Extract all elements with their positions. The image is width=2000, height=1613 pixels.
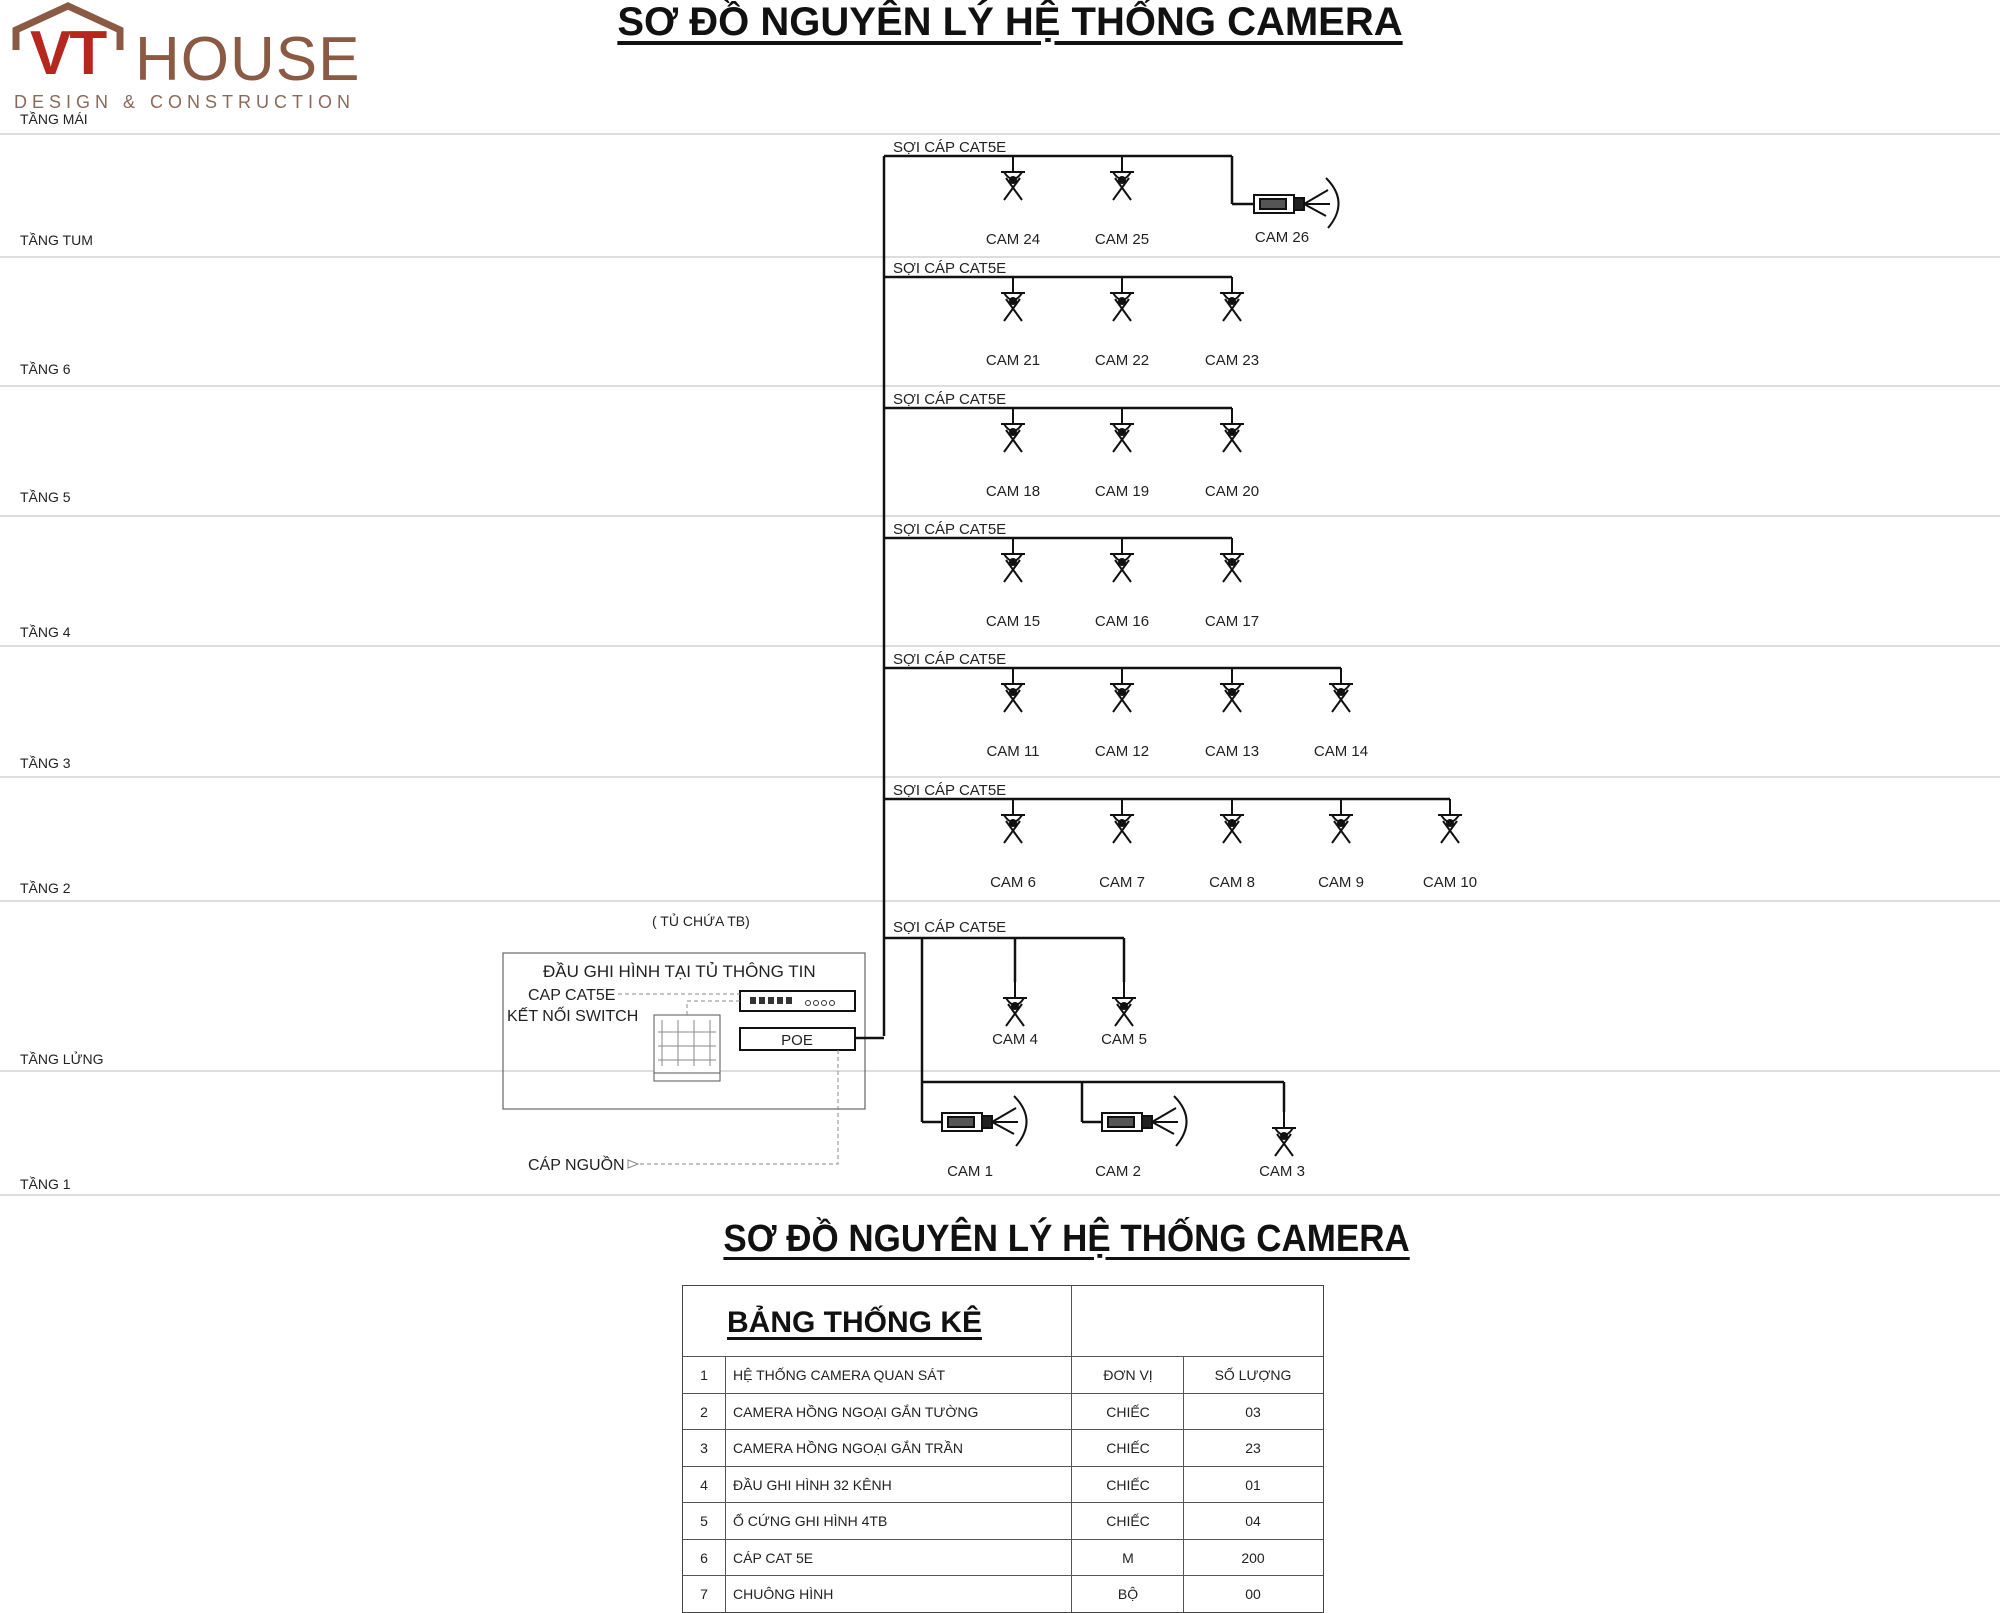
table-cell-unit: ĐƠN VỊ: [1103, 1367, 1153, 1383]
table-cell-name: CÁP CAT 5E: [733, 1549, 814, 1566]
floor-label: TẦNG TUM: [20, 232, 93, 248]
table-row: [683, 1575, 1323, 1612]
dome-camera-icon: [1001, 538, 1025, 582]
switch-port-icon: [768, 997, 774, 1004]
switch-port-icon: [750, 997, 756, 1004]
camera-label: CAM 1: [947, 1163, 993, 1180]
dome-camera-icon: [1220, 408, 1244, 452]
floor-label: TẦNG 5: [20, 489, 71, 505]
camera-label: CAM 7: [1099, 874, 1145, 891]
camera-label: CAM 24: [985, 231, 1041, 248]
camera-label: CAM 14: [1313, 743, 1369, 760]
cable-label: SỢI CÁP CAT5E: [893, 260, 1007, 277]
table-cell-no: 2: [700, 1403, 708, 1420]
cable-label: SỢI CÁP CAT5E: [893, 521, 1007, 538]
table-cell-no: 6: [700, 1549, 708, 1566]
table-cell-unit: CHIẾC: [1106, 1403, 1150, 1420]
network-switch: [740, 991, 855, 1011]
arrow-icon: [628, 1160, 638, 1168]
switch-port-icon: [777, 997, 783, 1004]
camera-label: CAM 21: [985, 352, 1041, 369]
camera-label: CAM 20: [1204, 483, 1260, 500]
floor-label: TẦNG MÁI: [20, 111, 88, 127]
table-heading: BẢNG THỐNG KÊ: [727, 1306, 982, 1339]
dome-camera-icon: [1112, 982, 1136, 1026]
logo-house-text: HOUSE: [135, 25, 361, 94]
table-row: [683, 1502, 1323, 1539]
dome-camera-icon: [1110, 408, 1134, 452]
dome-camera-icon: [1001, 799, 1025, 843]
camera-label: CAM 12: [1094, 743, 1150, 760]
table-cell-name: CAMERA HỒNG NGOẠI GẮN TRẦN: [733, 1440, 963, 1456]
bullet-camera-icon: [1102, 1096, 1187, 1146]
dome-camera-icon: [1110, 668, 1134, 712]
table-cell-no: 5: [700, 1513, 708, 1529]
table-row: [683, 1539, 1323, 1576]
camera-label: CAM 18: [985, 483, 1041, 500]
table-cell-name: Ổ CỨNG GHI HÌNH 4TB: [733, 1513, 888, 1529]
bullet-camera-icon: [1254, 178, 1339, 228]
dome-camera-icon: [1110, 156, 1134, 200]
floor-label: TẦNG 6: [20, 361, 71, 377]
dome-camera-icon: [1329, 799, 1353, 843]
switch-port-icon: [786, 997, 792, 1004]
cabinet-title: ĐẦU GHI HÌNH TẠI TỦ THÔNG TIN: [543, 962, 816, 981]
table-cell-qty: 23: [1245, 1440, 1261, 1456]
table-cell-qty: 03: [1245, 1403, 1261, 1420]
dome-camera-icon: [1001, 156, 1025, 200]
logo-vt-text: VT: [30, 19, 106, 88]
statistics-table: [682, 1285, 1324, 1613]
table-cell-qty: SỐ LƯỢNG: [1214, 1367, 1292, 1383]
cable-note: KẾT NỐI SWITCH: [507, 1008, 639, 1025]
table-cell-qty: 04: [1245, 1513, 1261, 1529]
dome-camera-icon: [1220, 538, 1244, 582]
camera-label: CAM 22: [1094, 352, 1150, 369]
bullet-camera-icon: [942, 1096, 1027, 1146]
floor-label: TẦNG 3: [20, 755, 71, 771]
table-cell-unit: M: [1122, 1549, 1134, 1566]
floor-label: TẦNG 1: [20, 1176, 71, 1192]
table-cell-unit: BỘ: [1117, 1586, 1139, 1602]
camera-label: CAM 6: [990, 874, 1036, 891]
table-row: [683, 1466, 1323, 1503]
dome-camera-icon: [1001, 408, 1025, 452]
table-cell-unit: CHIẾC: [1106, 1513, 1150, 1529]
page-title: SƠ ĐỒ NGUYÊN LÝ HỆ THỐNG CAMERA: [617, 0, 1403, 44]
camera-label: CAM 11: [986, 743, 1040, 760]
cable-label: SỢI CÁP CAT5E: [893, 782, 1007, 799]
dome-camera-icon: [1329, 668, 1353, 712]
camera-label: CAM 13: [1204, 743, 1260, 760]
floor-label: TẦNG 2: [20, 880, 71, 896]
table-cell-no: 7: [700, 1586, 708, 1602]
floor-label: TẦNG LỬNG: [20, 1051, 104, 1067]
cable-label: SỢI CÁP CAT5E: [893, 391, 1007, 408]
dome-camera-icon: [1438, 799, 1462, 843]
power-label: CÁP NGUỒN: [528, 1157, 625, 1174]
floor-label: TẦNG 4: [20, 624, 71, 640]
table-cell-unit: CHIẾC: [1106, 1440, 1150, 1456]
dome-camera-icon: [1003, 982, 1027, 1026]
camera-label: CAM 2: [1095, 1163, 1141, 1180]
camera-label: CAM 17: [1204, 613, 1260, 630]
table-cell-no: 1: [700, 1367, 708, 1383]
table-cell-name: ĐẦU GHI HÌNH 32 KÊNH: [733, 1476, 892, 1493]
table-cell-no: 4: [700, 1476, 708, 1493]
nvr-base: [654, 1073, 720, 1081]
table-cell-qty: 200: [1241, 1549, 1265, 1566]
diagram-subtitle: SƠ ĐỒ NGUYÊN LÝ HỆ THỐNG CAMERA: [723, 1218, 1410, 1260]
table-cell-name: CAMERA HỒNG NGOẠI GẮN TƯỜNG: [733, 1403, 979, 1420]
dome-camera-icon: [1220, 668, 1244, 712]
cable-label: SỢI CÁP CAT5E: [893, 651, 1007, 668]
table-cell-unit: CHIẾC: [1106, 1476, 1150, 1493]
camera-label: CAM 5: [1101, 1031, 1147, 1048]
dome-camera-icon: [1110, 277, 1134, 321]
table-cell-qty: 00: [1245, 1586, 1261, 1602]
table-cell-qty: 01: [1245, 1476, 1261, 1493]
cable-note: CAP CAT5E: [528, 987, 616, 1004]
cable-label: SỢI CÁP CAT5E: [893, 919, 1007, 936]
table-row: [683, 1393, 1323, 1430]
dome-camera-icon: [1001, 668, 1025, 712]
camera-label: CAM 19: [1094, 483, 1150, 500]
dome-camera-icon: [1272, 1112, 1296, 1156]
camera-label: CAM 8: [1209, 874, 1255, 891]
dome-camera-icon: [1110, 799, 1134, 843]
table-cell-name: CHUÔNG HÌNH: [733, 1586, 834, 1602]
camera-label: CAM 26: [1254, 229, 1310, 246]
table-cell-no: 3: [700, 1440, 708, 1456]
camera-label: CAM 9: [1318, 874, 1364, 891]
table-row: [683, 1429, 1323, 1466]
dome-camera-icon: [1110, 538, 1134, 582]
camera-label: CAM 25: [1094, 231, 1150, 248]
cabinet-caption: ( TỦ CHỨA TB): [652, 913, 750, 929]
camera-label: CAM 23: [1204, 352, 1260, 369]
camera-label: CAM 3: [1259, 1163, 1305, 1180]
camera-label: CAM 15: [985, 613, 1041, 630]
dashed-cable: [687, 1001, 740, 1015]
dome-camera-icon: [1001, 277, 1025, 321]
table-cell-name: HỆ THỐNG CAMERA QUAN SÁT: [733, 1367, 946, 1383]
dome-camera-icon: [1220, 799, 1244, 843]
table-row: [683, 1356, 1323, 1393]
cable-label: SỢI CÁP CAT5E: [893, 139, 1007, 156]
camera-label: CAM 16: [1094, 613, 1150, 630]
logo-tagline: DESIGN & CONSTRUCTION: [14, 92, 356, 112]
switch-port-icon: [759, 997, 765, 1004]
poe-label: POE: [781, 1032, 813, 1049]
camera-label: CAM 10: [1422, 874, 1478, 891]
camera-label: CAM 4: [992, 1031, 1038, 1048]
dome-camera-icon: [1220, 277, 1244, 321]
